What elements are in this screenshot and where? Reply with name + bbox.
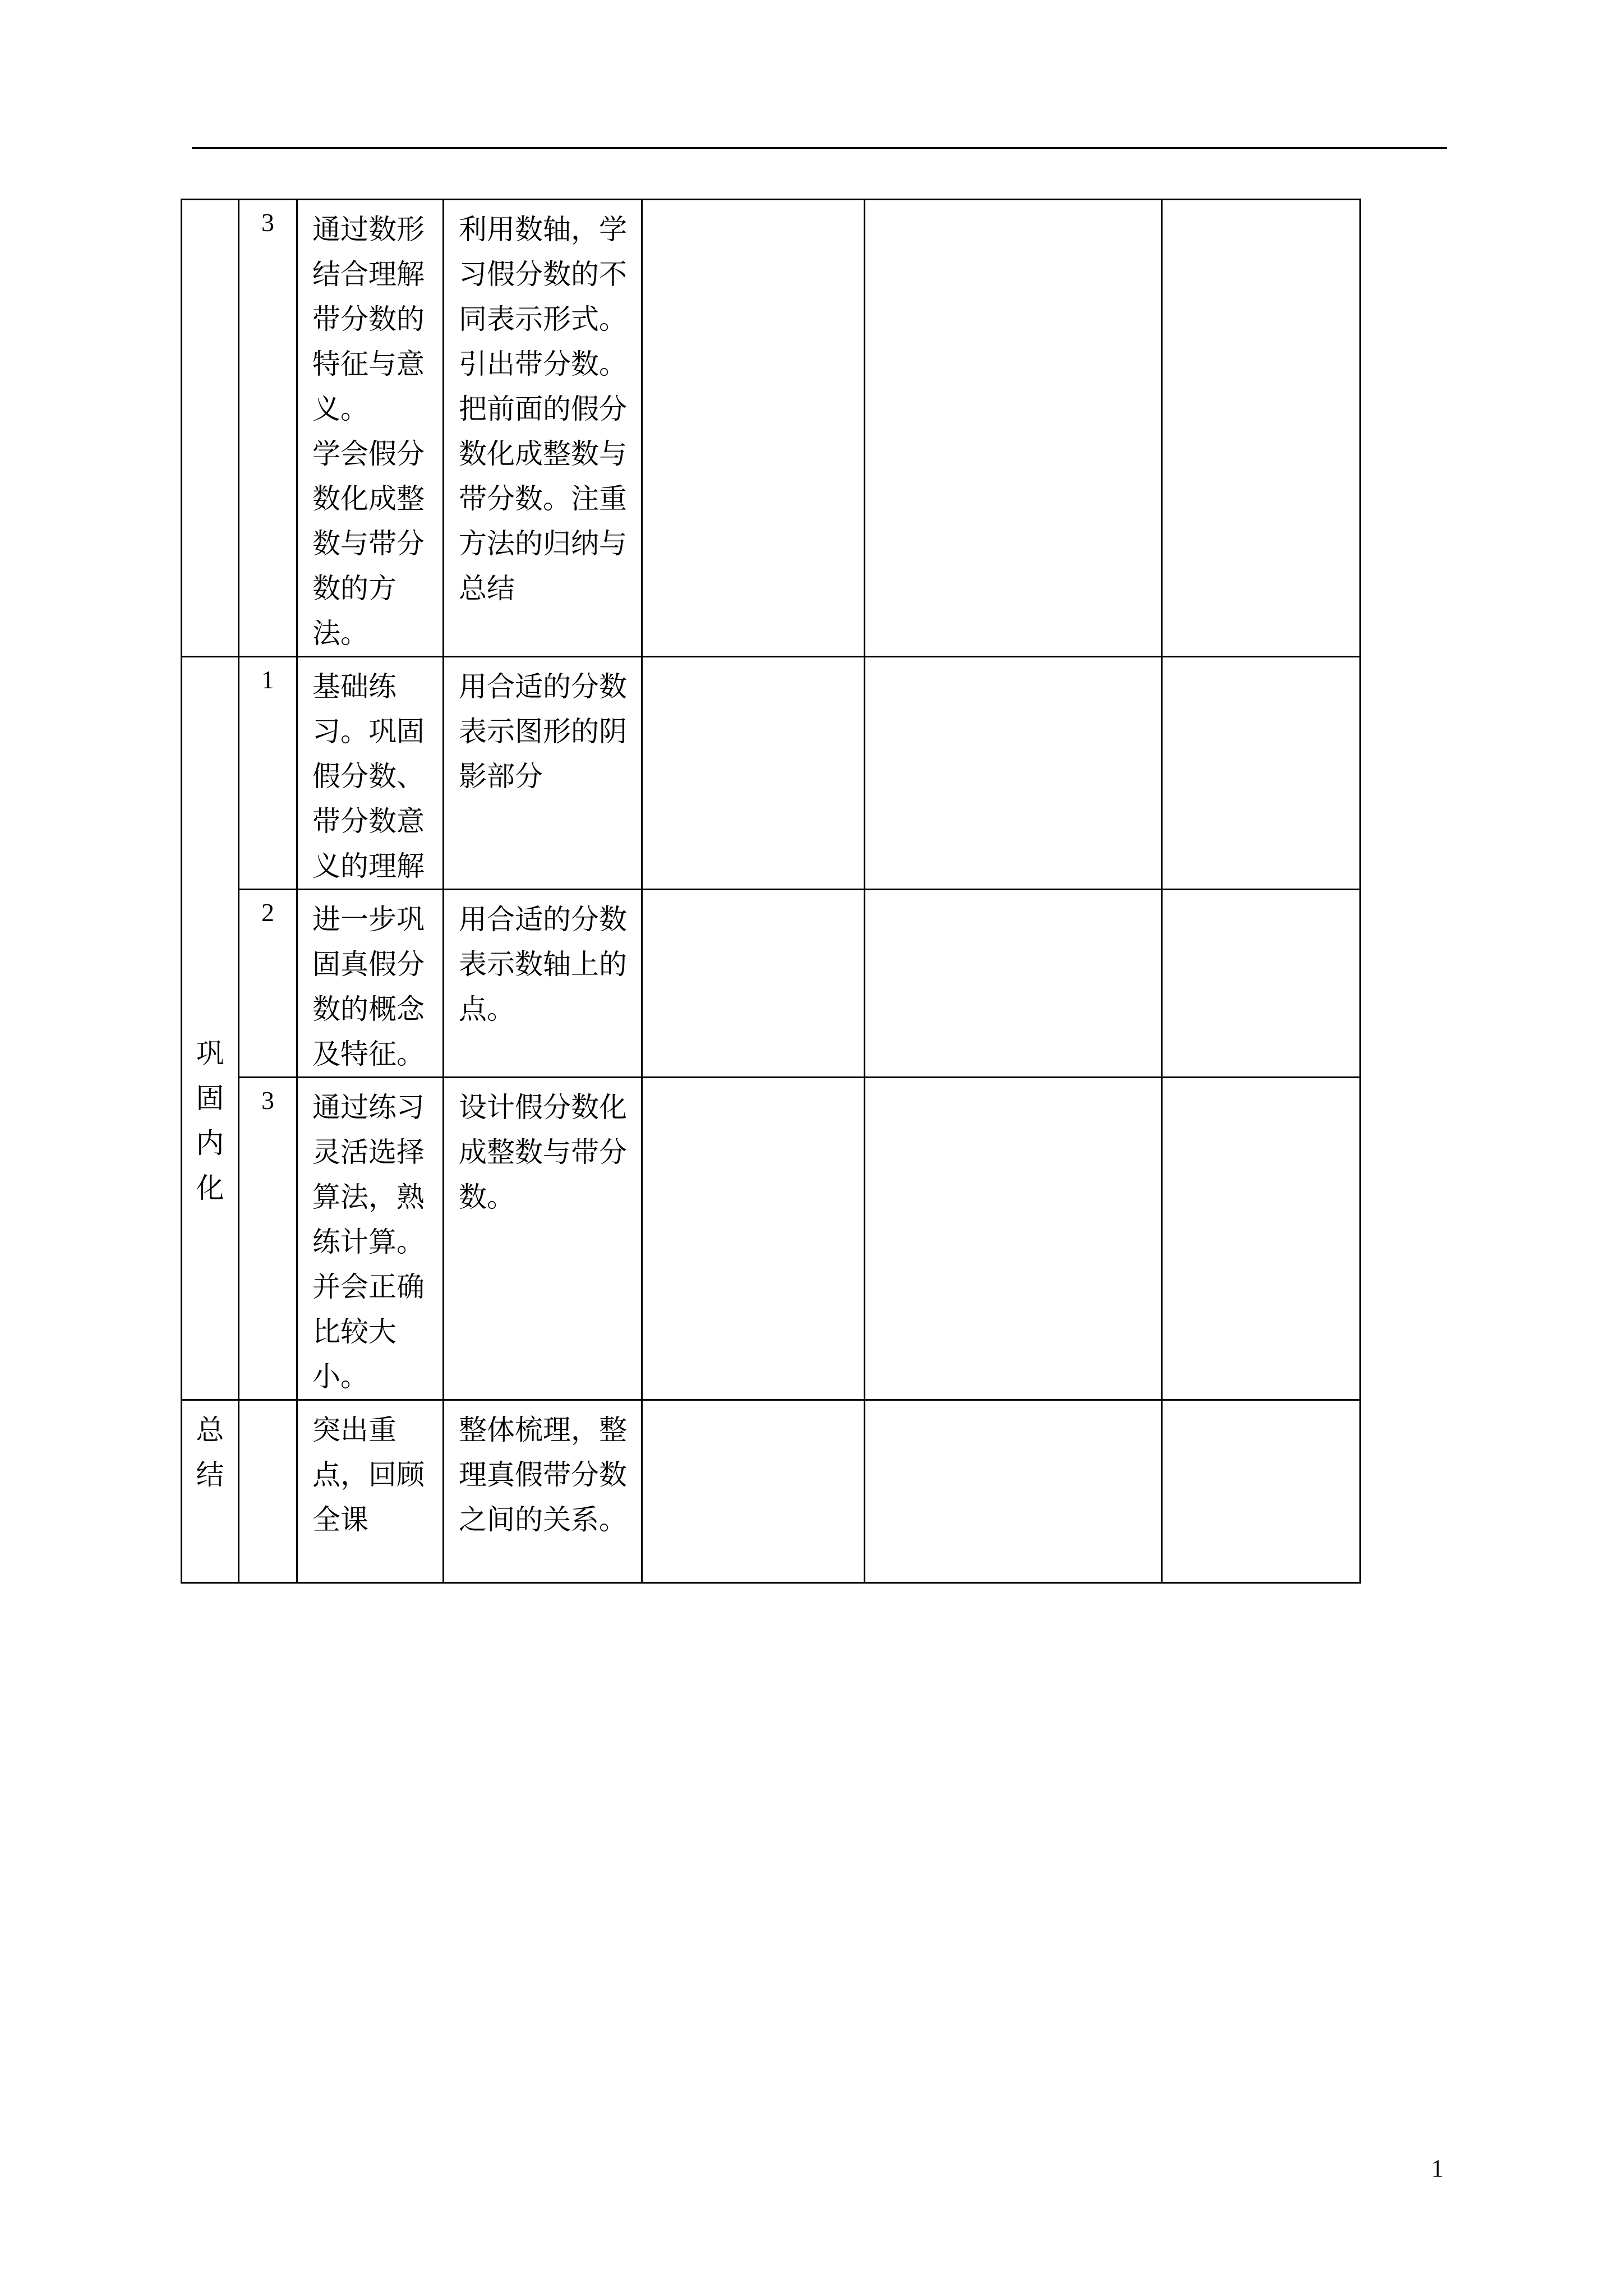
empty-cell — [865, 200, 1162, 657]
lesson-plan-table — [181, 199, 1361, 1584]
empty-cell — [1162, 890, 1361, 1078]
goal-cell — [297, 890, 444, 1078]
stage-cell — [182, 1400, 239, 1583]
activity-cell — [444, 200, 642, 657]
step-number: 3 — [261, 1086, 274, 1115]
empty-cell — [865, 1400, 1162, 1583]
goal-text: 基础练习。巩固假分数、带分数意义的理解 — [312, 670, 425, 882]
activity-cell — [444, 1078, 642, 1400]
goal-cell — [297, 1400, 444, 1583]
step-number: 3 — [261, 208, 274, 237]
step-number-cell — [239, 200, 297, 657]
header-rule — [192, 147, 1447, 149]
empty-cell — [642, 1400, 865, 1583]
empty-cell — [642, 200, 865, 657]
step-number-cell — [239, 1400, 297, 1583]
empty-cell — [642, 657, 865, 890]
page-number: 1 — [1431, 2155, 1444, 2182]
table-row — [182, 1400, 1361, 1583]
table-row — [182, 657, 1361, 890]
step-number-cell — [239, 890, 297, 1078]
goal-text: 通过数形结合理解带分数的特征与意义。 学会假分数化成整数与带分数的方法。 — [312, 213, 425, 650]
empty-cell — [1162, 1078, 1361, 1400]
activity-text: 利用数轴，学习假分数的不同表示形式。引出带分数。 把前面的假分数化成整数与带分数。注重方法的归纳与总结 — [459, 213, 627, 605]
empty-cell — [865, 1078, 1162, 1400]
activity-cell — [444, 890, 642, 1078]
goal-text: 通过练习灵活选择算法，熟练计算。 并会正确比较大小。 — [312, 1091, 425, 1393]
empty-cell — [1162, 200, 1361, 657]
activity-text: 用合适的分数表示图形的阴影部分 — [459, 670, 627, 793]
activity-cell — [444, 1400, 642, 1583]
stage-label: 总 结 — [196, 1414, 224, 1491]
table-row — [182, 1078, 1361, 1400]
goal-text: 进一步巩固真假分数的概念及特征。 — [312, 903, 425, 1070]
activity-text: 用合适的分数表示数轴上的点。 — [459, 903, 627, 1025]
goal-cell — [297, 200, 444, 657]
stage-cell — [182, 657, 239, 1400]
empty-cell — [865, 657, 1162, 890]
goal-cell — [297, 1078, 444, 1400]
empty-cell — [1162, 657, 1361, 890]
stage-label: 巩 固 内 化 — [196, 1037, 224, 1204]
stage-label — [182, 200, 238, 207]
empty-cell — [642, 1078, 865, 1400]
activity-text: 设计假分数化成整数与带分数。 — [459, 1091, 627, 1213]
step-number-cell — [239, 657, 297, 890]
goal-cell — [297, 657, 444, 890]
empty-cell — [865, 890, 1162, 1078]
step-number: 1 — [261, 665, 274, 694]
step-number-cell — [239, 1078, 297, 1400]
empty-cell — [642, 890, 865, 1078]
empty-cell — [1162, 1400, 1361, 1583]
stage-cell — [182, 200, 239, 657]
activity-cell — [444, 657, 642, 890]
step-number: 2 — [261, 898, 274, 927]
table-row — [182, 200, 1361, 657]
activity-text: 整体梳理，整理真假带分数之间的关系。 — [459, 1414, 627, 1536]
goal-text: 突出重点，回顾全课 — [312, 1414, 425, 1536]
table-row — [182, 890, 1361, 1078]
